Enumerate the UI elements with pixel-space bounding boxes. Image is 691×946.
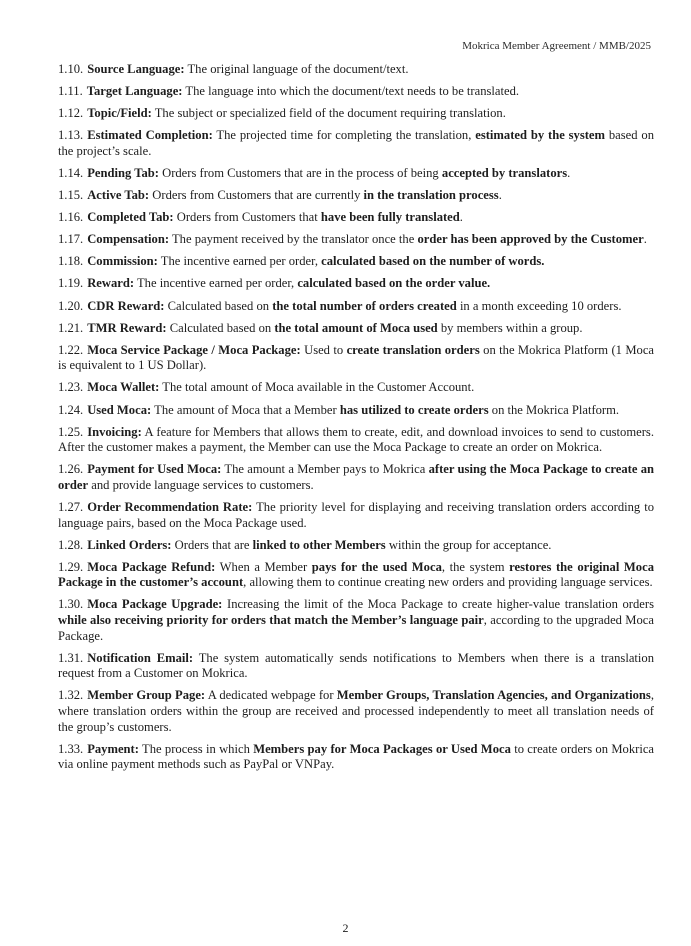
item-number: 1.22. <box>58 342 84 357</box>
definition-text: When a Member <box>219 559 308 574</box>
emphasis-text: create translation orders <box>346 342 480 357</box>
definition-item <box>58 128 654 159</box>
definition-text: The language into which the document/text needs to be translated. <box>185 84 520 99</box>
definition-text: The amount of Moca that a Member <box>154 402 337 417</box>
emphasis-text: have been fully translated <box>320 210 460 225</box>
definition-item <box>58 597 654 644</box>
item-number: 1.20. <box>58 298 84 313</box>
definition-item <box>58 321 654 337</box>
definition-text: The system automatically sends notifications to Members when there is a translation request from a Customer on Mokrica. <box>58 650 655 681</box>
definition-item <box>58 742 654 773</box>
definition-text: The amount a Member pays to Mokrica <box>224 462 426 477</box>
definition-text: A dedicated webpage for <box>207 688 334 703</box>
definition-text: . <box>567 165 571 180</box>
definition-item <box>58 166 654 182</box>
definition-text: to create orders on Mokrica via online payment methods such as PayPal or VNPay. <box>58 741 654 772</box>
definition-text: The incentive earned per order, <box>160 254 318 269</box>
emphasis-text: has utilized to create orders <box>339 402 489 417</box>
item-term: Compensation: <box>87 232 170 247</box>
definition-text: Orders from Customers that are currently <box>152 188 361 203</box>
item-number: 1.27. <box>58 499 84 514</box>
definition-text: , where translation orders within the group are received and processed independently to meet all translation needs of the group’s customers. <box>58 688 654 734</box>
definition-text: Calculated based on <box>169 320 272 335</box>
item-number: 1.18. <box>58 254 84 269</box>
definitions-list <box>58 62 654 779</box>
item-number: 1.30. <box>58 597 84 612</box>
item-number: 1.16. <box>58 210 84 225</box>
definition-text: , the system <box>441 559 505 574</box>
definition-item <box>58 343 654 374</box>
definition-text: Increasing the limit of the Moca Package to create higher-value translation orders <box>227 597 654 612</box>
item-term: Linked Orders: <box>87 537 172 552</box>
item-term: Member Group Page: <box>87 688 206 703</box>
item-term: Completed Tab: <box>87 210 174 225</box>
emphasis-text: calculated based on the order value. <box>297 276 491 291</box>
definition-item <box>58 210 654 226</box>
item-number: 1.23. <box>58 380 84 395</box>
definition-item <box>58 380 654 396</box>
definition-item <box>58 276 654 292</box>
definition-text: Orders from Customers that <box>176 210 318 225</box>
definition-text: Used to <box>304 342 344 357</box>
item-term: CDR Reward: <box>87 298 165 313</box>
emphasis-text: calculated based on the number of words. <box>321 254 545 269</box>
emphasis-text: accepted by translators <box>441 165 568 180</box>
item-term: TMR Reward: <box>87 320 167 335</box>
definition-item <box>58 62 654 78</box>
definition-text: A feature for Members that allows them to create, edit, and download invoices to send to customers. After the customer makes a payment, the Member can use the Moca Package to create an order on Mokrica. <box>58 424 654 455</box>
emphasis-text: Members pay for Moca Packages or Used Moca <box>253 741 511 756</box>
definition-text: . <box>459 210 463 225</box>
definition-text: Calculated based on <box>167 298 270 313</box>
emphasis-text: the total amount of Moca used <box>274 320 438 335</box>
item-term: Payment for Used Moca: <box>87 462 222 477</box>
item-term: Moca Package Upgrade: <box>87 597 223 612</box>
emphasis-text: after using the Moca Package to create an order <box>58 462 655 492</box>
item-number: 1.25. <box>58 424 84 439</box>
item-number: 1.24. <box>58 402 84 417</box>
definition-item <box>58 651 654 682</box>
definition-item <box>58 106 654 122</box>
item-term: Used Moca: <box>87 402 152 417</box>
definition-text: within the group for acceptance. <box>388 537 552 552</box>
item-number: 1.11. <box>58 84 83 99</box>
item-number: 1.21. <box>58 320 84 335</box>
definition-item <box>58 500 654 531</box>
definition-text: The incentive earned per order, <box>136 276 295 291</box>
item-term: Topic/Field: <box>87 106 152 121</box>
emphasis-text: in the translation process <box>363 188 499 203</box>
definition-text: . <box>643 232 647 247</box>
item-term: Reward: <box>87 276 135 291</box>
item-number: 1.31. <box>58 650 84 665</box>
definition-text: on the Mokrica Platform. <box>491 402 620 417</box>
item-term: Payment: <box>87 741 139 756</box>
item-number: 1.32. <box>58 688 84 703</box>
emphasis-text: linked to other Members <box>252 537 386 552</box>
definition-text: The projected time for completing the translation, <box>216 128 472 143</box>
emphasis-text: the total number of orders created <box>272 298 457 313</box>
item-number: 1.12. <box>58 106 84 121</box>
definition-text: The original language of the document/text. <box>187 62 409 76</box>
definition-item <box>58 538 654 554</box>
definition-text: The subject or specialized field of the document requiring translation. <box>154 106 506 121</box>
item-number: 1.10. <box>58 62 84 76</box>
definition-item <box>58 232 654 248</box>
item-term: Invoicing: <box>87 424 142 439</box>
item-number: 1.29. <box>58 559 84 574</box>
emphasis-text: order has been approved by the Customer <box>417 232 644 247</box>
item-number: 1.15. <box>58 188 84 203</box>
definition-item <box>58 84 654 100</box>
definition-item <box>58 560 654 591</box>
definition-item <box>58 462 654 493</box>
definition-text: The payment received by the translator once the <box>171 232 415 247</box>
item-term: Moca Service Package / Moca Package: <box>87 342 301 357</box>
definition-item <box>58 188 654 204</box>
definition-item <box>58 688 654 735</box>
definition-text: The process in which <box>142 741 250 756</box>
emphasis-text: while also receiving priority for orders that match the Member’s language pair <box>58 613 484 628</box>
definition-item <box>58 299 654 315</box>
item-term: Source Language: <box>87 62 185 76</box>
definition-text: based on the project’s scale. <box>58 128 654 158</box>
definition-text: in a month exceeding 10 orders. <box>459 298 622 313</box>
definition-item <box>58 254 654 270</box>
item-number: 1.17. <box>58 232 84 247</box>
definition-text: on the Mokrica Platform (1 Moca is equivalent to 1 US Dollar). <box>58 342 655 373</box>
item-term: Pending Tab: <box>87 165 159 180</box>
definition-text: , allowing them to continue creating new orders and providing language services. <box>243 575 653 590</box>
definition-text: The priority level for displaying and receiving translation orders according to language pairs, based on the Moca Package used. <box>58 499 655 530</box>
page-number: 2 <box>342 921 349 935</box>
definition-item <box>58 403 654 419</box>
definition-text: by members within a group. <box>440 320 583 335</box>
emphasis-text: pays for the used Moca <box>311 559 442 574</box>
item-number: 1.14. <box>58 165 84 180</box>
item-term: Estimated Completion: <box>87 128 213 143</box>
definition-text: Orders that are <box>174 537 250 552</box>
item-term: Commission: <box>87 254 158 269</box>
emphasis-text: restores the original Moca Package in the customer’s account <box>58 559 654 590</box>
definition-text: . <box>498 188 502 203</box>
item-term: Order Recommendation Rate: <box>87 499 253 514</box>
definition-item <box>58 425 654 456</box>
page-header: Mokrica Member Agreement / MMB/2025 <box>462 40 651 52</box>
item-term: Notification Email: <box>87 650 194 665</box>
item-term: Moca Wallet: <box>87 380 160 395</box>
item-number: 1.28. <box>58 537 84 552</box>
emphasis-text: Member Groups, Translation Agencies, and Organizations <box>336 688 651 703</box>
item-term: Active Tab: <box>87 188 150 203</box>
item-term: Target Language: <box>86 84 183 99</box>
item-term: Moca Package Refund: <box>87 559 216 574</box>
item-number: 1.33. <box>58 741 84 756</box>
definition-text: and provide language services to customers. <box>91 477 314 492</box>
emphasis-text: estimated by the system <box>475 128 606 143</box>
definition-text: The total amount of Moca available in the Customer Account. <box>162 380 475 395</box>
definition-text: Orders from Customers that are in the process of being <box>162 165 439 180</box>
definition-text: , according to the upgraded Moca Package. <box>58 613 654 643</box>
item-number: 1.13. <box>58 128 84 143</box>
item-number: 1.26. <box>58 462 84 477</box>
item-number: 1.19. <box>58 276 84 291</box>
